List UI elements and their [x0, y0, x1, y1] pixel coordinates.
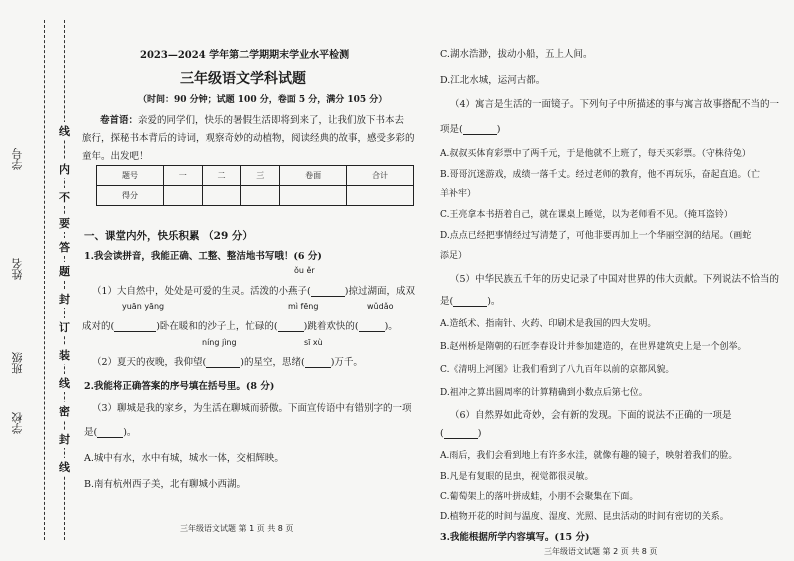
- score-table-row: [97, 186, 414, 206]
- label-class: 班级: [11, 352, 24, 374]
- q1-1-line-b: 成对的( )卧在暖和的沙子上，忙碌的( )跳着欢快的( )。: [82, 321, 398, 332]
- q3-line-b: 是( )。: [84, 427, 137, 438]
- page-2: [440, 0, 788, 561]
- q6-option-d: D.植物开花的时间与温度、湿度、光照、昆虫活动的时间有密切的关系。: [440, 512, 729, 522]
- q6-line-a: （6）自然界如此奇妙，会有新的发现。下面的说法不正确的一项是: [450, 410, 732, 421]
- label-school: 学校: [11, 412, 24, 434]
- intro-line-3: 童年。出发吧！: [82, 151, 149, 162]
- label-name: 姓名: [11, 258, 24, 280]
- seal-char: 封: [59, 290, 70, 308]
- intro-line-1: 卷首语：亲爱的同学们，快乐的暑假生活即将到来了，让我们放下书本去: [100, 115, 405, 126]
- seal-char: 装: [59, 346, 70, 364]
- q6-option-b: B.凡是有复眼的昆虫，视觉都很灵敏。: [440, 472, 594, 482]
- answer-blank[interactable]: [453, 296, 487, 307]
- pinyin-mifeng: mì fēng: [288, 302, 319, 311]
- score-table-header-row: [97, 166, 414, 186]
- q4-option-a: A.叔叔买体育彩票中了两千元，于是他就不上班了，每天买彩票。（守株待兔）: [440, 149, 751, 159]
- seal-char: 不: [59, 188, 70, 206]
- dashed-line-outer: [44, 20, 45, 540]
- seal-char: 线: [59, 374, 70, 392]
- q3-option-a: A.城中有水，水中有城，城水一体，交相辉映。: [84, 453, 284, 464]
- q4-option-d-2: 添足）: [440, 251, 468, 261]
- score-row-label: 得分: [97, 186, 164, 206]
- exam-header: 2023—2024 学年第二学期期末学业水平检测: [140, 50, 350, 61]
- q4-line-a: （4）寓言是生活的一面镜子。下列句子中所描述的事与寓言故事搭配不当的一: [450, 99, 780, 110]
- q6-option-a: A.雨后，我们会看到地上有许多水洼，就像有趣的镜子，映射着我们的脸。: [440, 451, 738, 461]
- q4-option-b-1: B.哥哥沉迷游戏，成绩一落千丈。经过老师的教育，他不再玩乐，奋起直追。（亡: [440, 170, 760, 180]
- q4-option-d-1: D.点点已经把事情经过写清楚了，可他非要再加上一个华丽空洞的结尾。（画蛇: [440, 231, 752, 241]
- seal-char: 密: [59, 402, 70, 420]
- pinyin-oer: ǒu ěr: [294, 266, 315, 275]
- page-footer: 三年级语文试题 第 2 页 共 8 页: [544, 547, 658, 556]
- q6-line-b: ( ): [440, 428, 482, 439]
- score-header-cell: 三: [241, 166, 280, 186]
- q4-line-b: 项是( ): [440, 124, 501, 135]
- score-cell[interactable]: [347, 186, 414, 206]
- answer-blank[interactable]: [305, 357, 331, 368]
- answer-blank[interactable]: [278, 321, 304, 332]
- q1-2-line: （2）夏天的夜晚，我仰望( )的星空，思绪( )万千。: [92, 357, 363, 368]
- pinyin-sixu: sī xù: [304, 338, 323, 347]
- q3-option-b: B.南有杭州西子美，北有聊城小西湖。: [84, 479, 247, 490]
- seal-char: 答: [59, 238, 70, 256]
- question-1: 1.我会读拼音，我能正确、工整、整洁地书写哦！(6 分): [84, 251, 322, 262]
- q5-option-c: C.《清明上河图》让我们看到了八九百年以前的京都风貌。: [440, 365, 675, 375]
- seal-char: 要: [59, 214, 70, 232]
- exam-title: 三年级语文学科试题: [180, 71, 306, 87]
- answer-blank[interactable]: [463, 124, 497, 135]
- exam-meta: （时间：90 分钟；试题 100 分，卷面 5 分，满分 105 分）: [138, 95, 388, 105]
- answer-blank[interactable]: [311, 286, 345, 297]
- score-header-cell: 一: [163, 166, 202, 186]
- score-table: [96, 165, 414, 206]
- pinyin-wudao: wǔdǎo: [367, 302, 394, 311]
- q5-option-d: D.祖冲之算出圆周率的计算精确到小数点后第七位。: [440, 388, 648, 398]
- label-student-id: 学号: [11, 148, 24, 170]
- q5-line-a: （5）中华民族五千年的历史记录了中国对世界的伟大贡献。下列说法不恰当的: [450, 274, 780, 285]
- q4-option-b-2: 羊补牢）: [440, 189, 477, 199]
- q1-1-line-a: （1）大自然中，处处是可爱的生灵。活泼的小燕子( )掠过湖面，成双: [92, 286, 415, 297]
- q3-option-d: D.江北水城，运河古都。: [440, 75, 546, 86]
- q5-option-a: A.造纸术、指南针、火药、印刷术是我国的四大发明。: [440, 319, 657, 329]
- score-header-cell: 二: [202, 166, 241, 186]
- section-1-heading: 一、课堂内外，快乐积累 （29 分）: [84, 230, 253, 242]
- answer-blank[interactable]: [97, 427, 123, 438]
- answer-blank[interactable]: [206, 357, 240, 368]
- answer-blank[interactable]: [114, 321, 156, 332]
- q5-line-b: 是( )。: [440, 296, 501, 307]
- score-cell[interactable]: [202, 186, 241, 206]
- score-header-cell: 题号: [97, 166, 164, 186]
- q3-line-a: （3）聊城是我的家乡，为生活在聊城而骄傲。下面宣传语中有错别字的一项: [92, 403, 412, 414]
- seal-char: 封: [59, 430, 70, 448]
- answer-blank[interactable]: [359, 321, 385, 332]
- seal-char: 内: [59, 160, 70, 178]
- seal-char: 题: [59, 262, 70, 280]
- binding-gutter: [0, 0, 78, 561]
- question-3: 3.我能根据所学内容填写。(15 分): [440, 532, 590, 543]
- score-cell[interactable]: [163, 186, 202, 206]
- q3-option-c: C.湖水浩渺，拔动小船，五上人间。: [440, 49, 593, 60]
- score-cell[interactable]: [241, 186, 280, 206]
- page-footer: 三年级语文试题 第 1 页 共 8 页: [180, 524, 294, 533]
- score-header-cell: 合计: [347, 166, 414, 186]
- seal-char: 线: [59, 458, 70, 476]
- seal-char: 订: [59, 318, 70, 336]
- score-cell[interactable]: [280, 186, 347, 206]
- pinyin-yuanyang: yuān yāng: [122, 302, 165, 311]
- intro-line-2: 旅行，探秘书本背后的诗词，观察奇妙的动植物，阅读经典的故事，感受多彩的: [82, 133, 415, 144]
- score-header-cell: 卷面: [280, 166, 347, 186]
- answer-blank[interactable]: [444, 428, 478, 439]
- question-2: 2.我能将正确答案的序号填在括号里。(8 分): [84, 381, 275, 392]
- q5-option-b: B.赵州桥是隋朝的石匠李春设计并参加建造的，在世界建筑史上是一个创举。: [440, 342, 747, 352]
- q4-option-c: C.王亮拿本书捂着自己，就在课桌上睡觉，以为老师看不见。（掩耳盗铃）: [440, 210, 733, 220]
- pinyin-ningjing: níng jìng: [202, 338, 237, 347]
- q6-option-c: C.葡萄架上的落叶拼成蛙，小朋不会聚集在下面。: [440, 492, 639, 502]
- seal-char: 线: [59, 122, 70, 140]
- page-1: [82, 0, 422, 561]
